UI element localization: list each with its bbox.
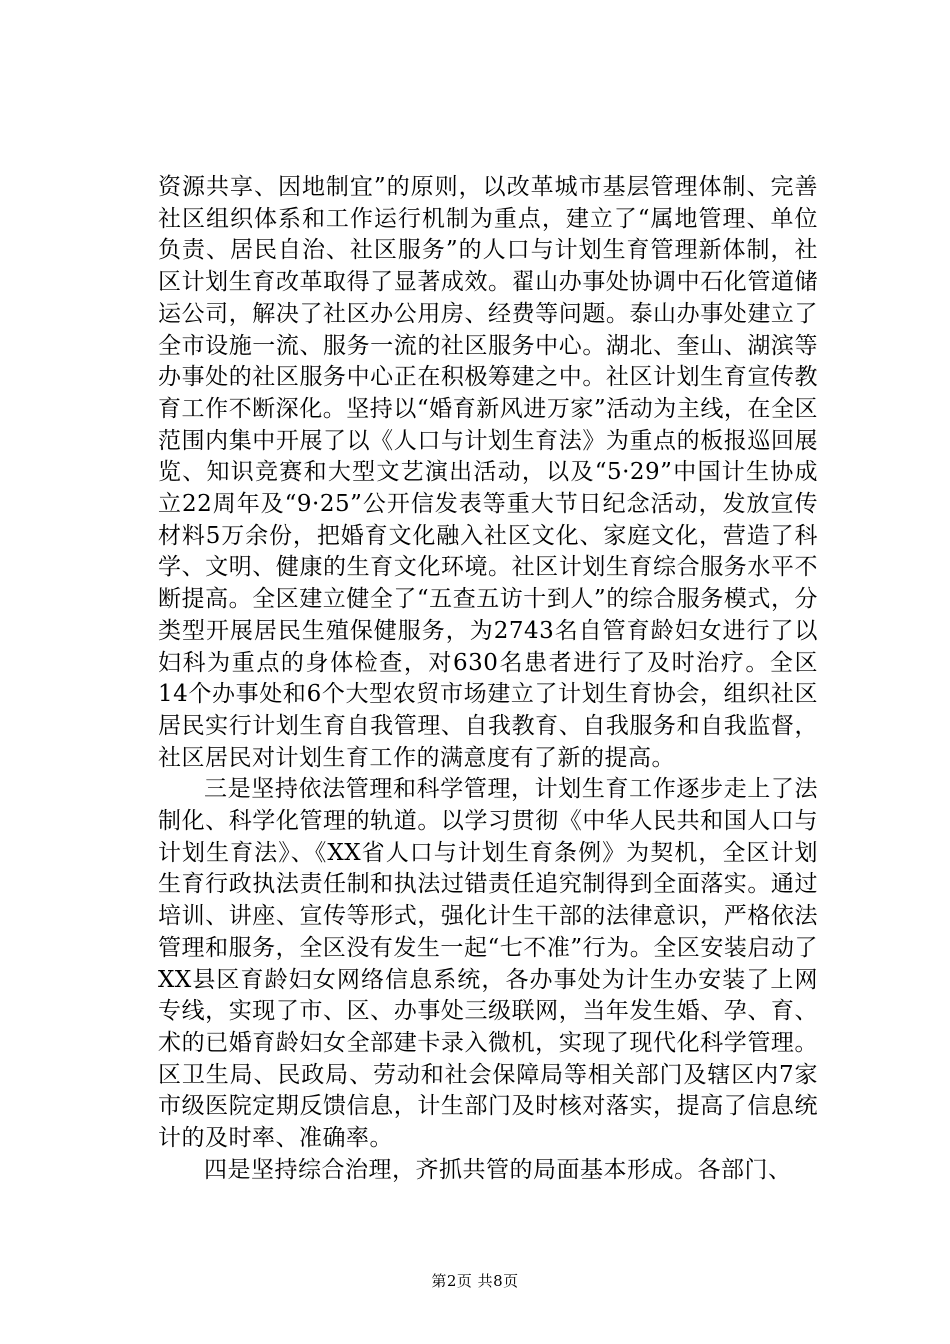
paragraph: 资源共享、因地制宜”的原则，以改革城市基层管理体制、完善社区组织体系和工作运行机制为重点，建立了“属地管理、单位负责、居民自治、社区服务”的人口与计划生育管理新体制，社区计划生育改革取得了显著成效。翟山办事处协调中石化管道储运公司，解决了社区办公用房、经费等问题。泰山办事处建立了全市设施一流、服务一流的社区服务中心。湖北、奎山、湖滨等办事处的社区服务中心正在积极筹建之中。社区计划生育宣传教育工作不断深化。坚持以“婚育新风进万家”活动为主线，在全区范围内集中开展了以《人口与计划生育法》为重点的板报巡回展览、知识竞赛和大型文艺演出活动，以及“5·29”中国计生协成立22周年及“9·25”公开信发表等重大节日纪念活动，发放宣传材料5万余份，把婚育文化融入社区文化、家庭文化，营造了科学、文明、健康的生育文化环境。社区计划生育综合服务水平不断提高。全区建立健全了“五查五访十到人”的综合服务模式，分类型开展居民生殖保健服务，为2743名自管育龄妇女进行了以妇科为重点的身体检查，对630名患者进行了及时治疗。全区14个办事处和6个大型农贸市场建立了计划生育协会，组织社区居民实行计划生育自我管理、自我教育、自我服务和自我监督，社区居民对计划生育工作的满意度有了新的提高。: [158, 174, 818, 771]
page-number-footer: 第2页 共8页: [431, 1272, 519, 1290]
document-body: [158, 172, 818, 1187]
paragraph: 三是坚持依法管理和科学管理，计划生育工作逐步走上了法制化、科学化管理的轨道。以学习贯彻《中华人民共和国人口与计划生育法》、《XX省人口与计划生育条例》为契机，全区计划生育行政执法责任制和执法过错责任追究制得到全面落实。通过培训、讲座、宣传等形式，强化计生干部的法律意识，严格依法管理和服务，全区没有发生一起“七不准”行为。全区安装启动了XX县区育龄妇女网络信息系统，各办事处为计生办安装了上网专线，实现了市、区、办事处三级联网，当年发生婚、孕、育、术的已婚育龄妇女全部建卡录入微机，实现了现代化科学管理。区卫生局、民政局、劳动和社会保障局等相关部门及辖区内7家市级医院定期反馈信息，计生部门及时核对落实，提高了信息统计的及时率、准确率。: [158, 776, 818, 1152]
paragraph: 四是坚持综合治理，齐抓共管的局面基本形成。各部门、: [204, 1156, 792, 1183]
